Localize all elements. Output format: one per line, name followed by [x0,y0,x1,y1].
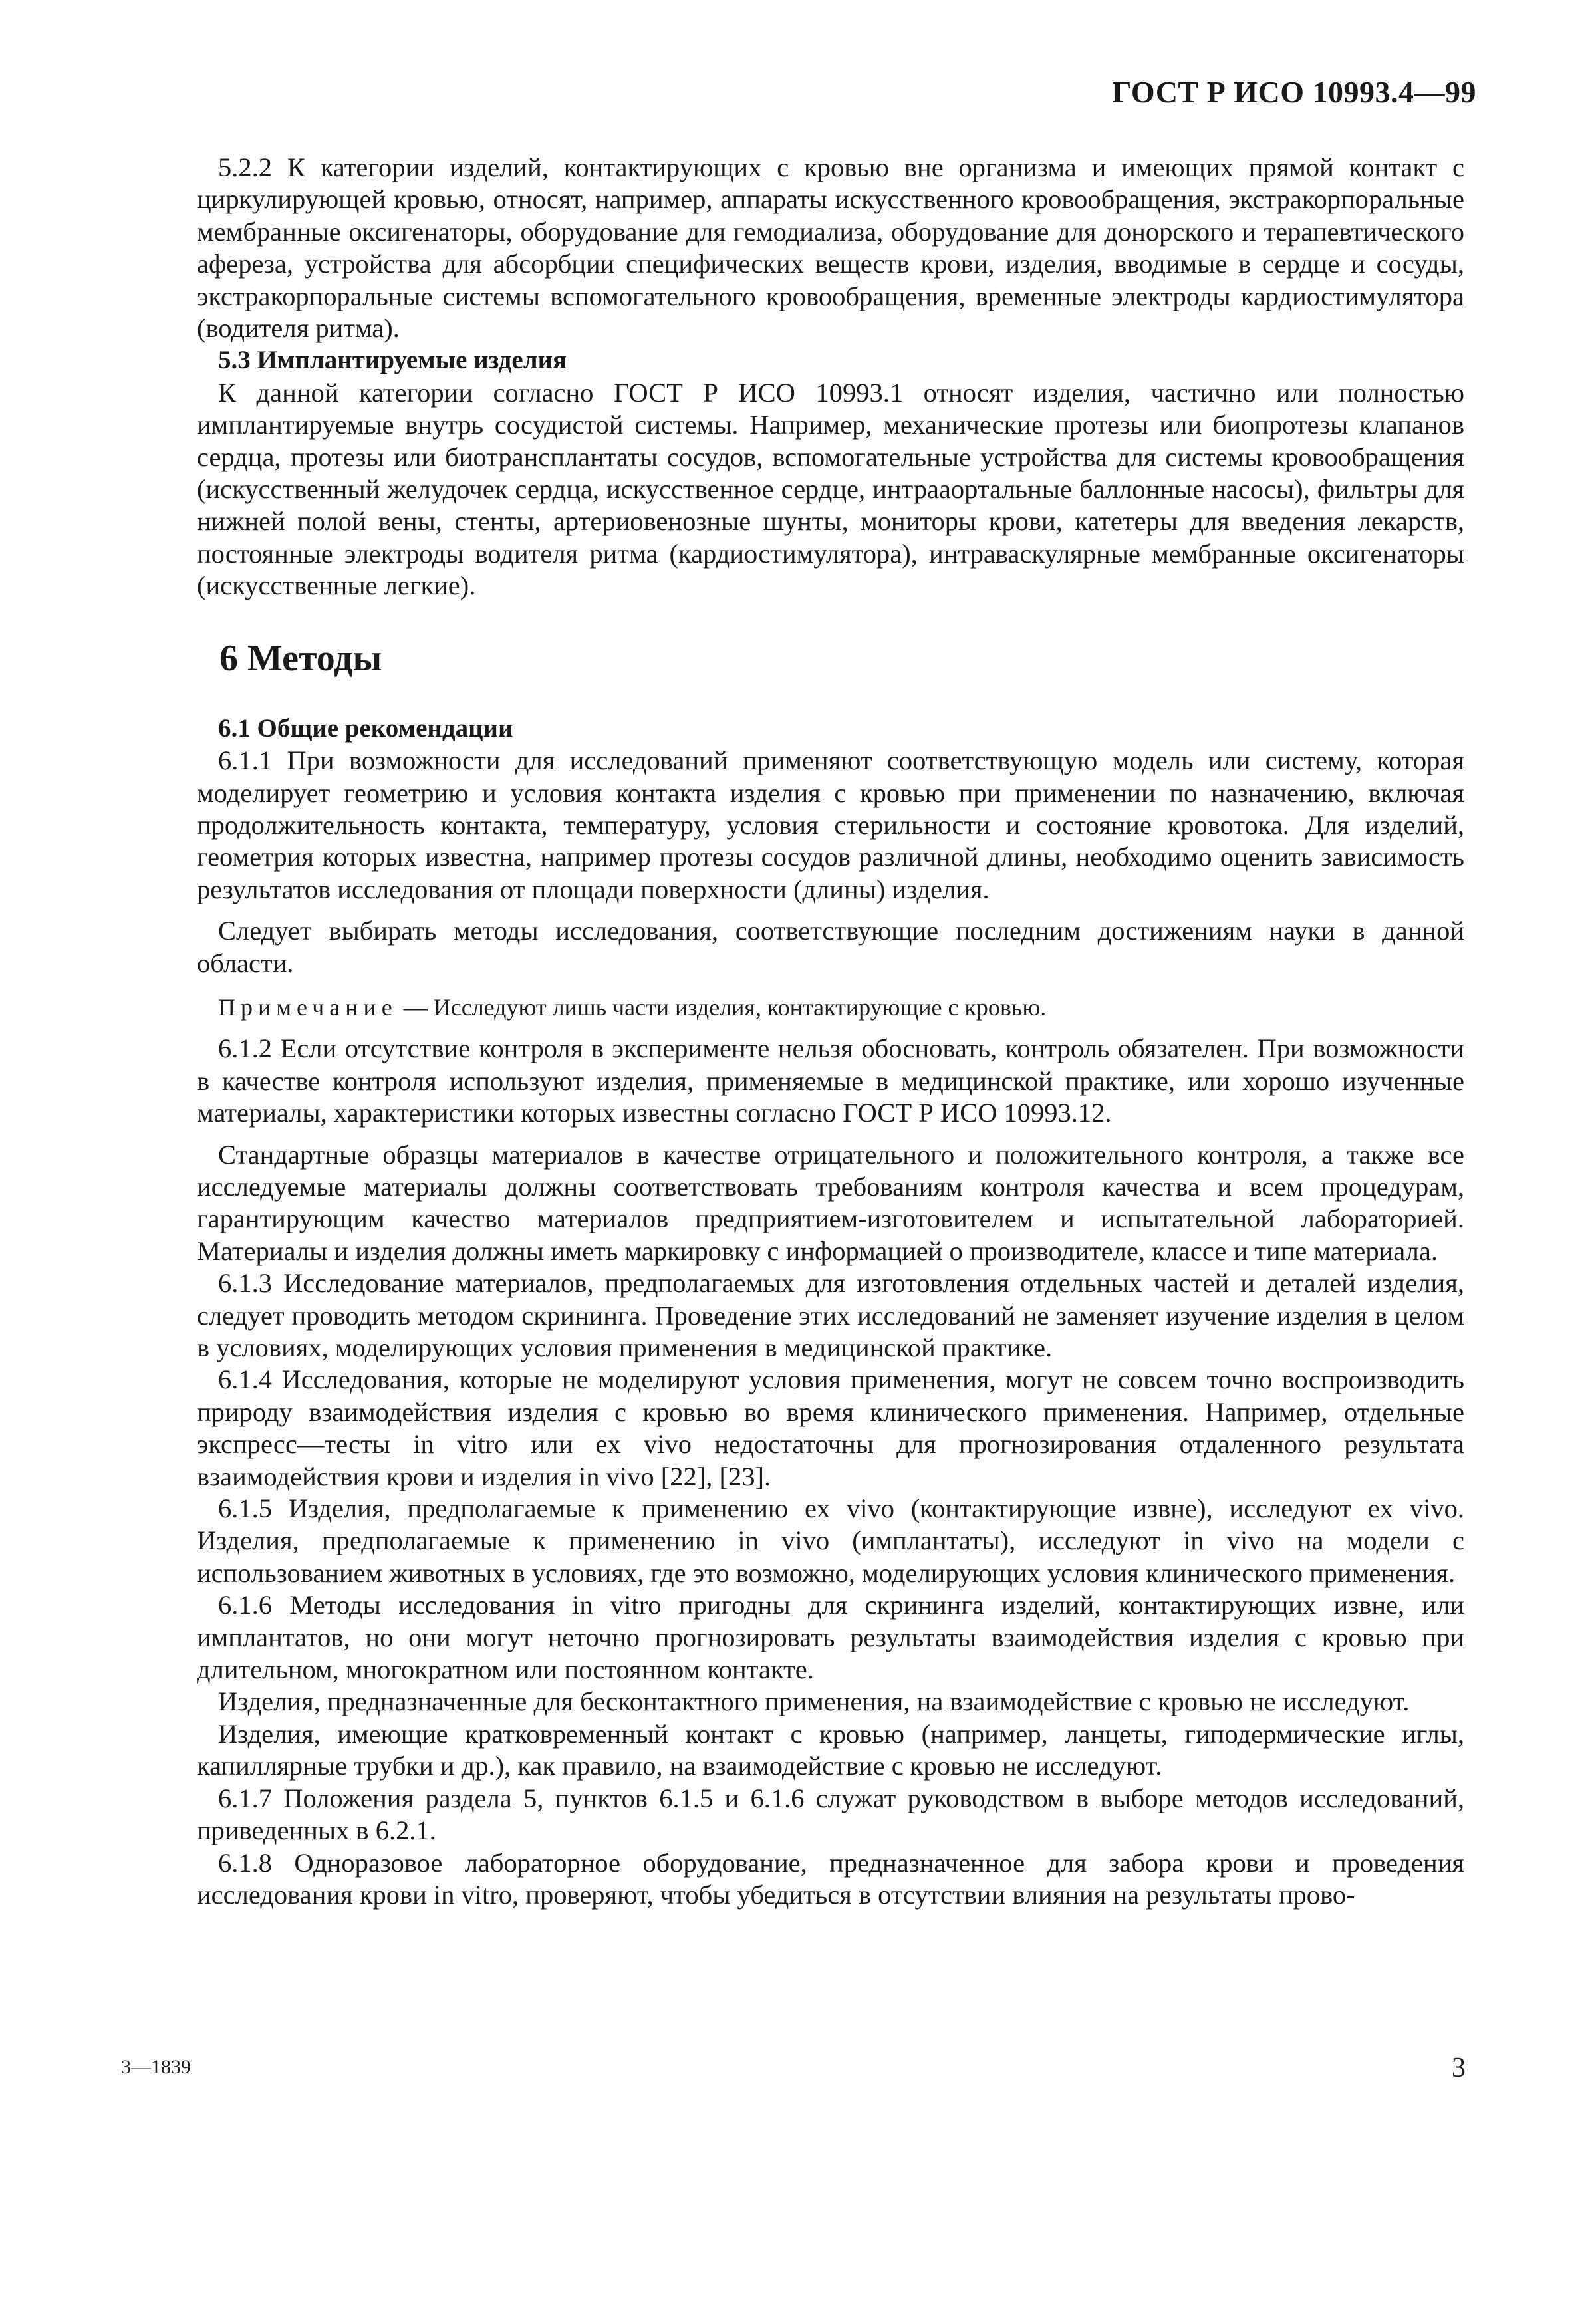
paragraph-6-1-3: 6.1.3 Исследование материалов, предполагаемых для изготовления отдельных частей и деталей изделия, следует проводить методом скрининга. Проведение этих исследований не заменяет изучение изделия в целом в условиях, моделирующих условия применения в медицинской практике. [197,1268,1464,1362]
paragraph-6-1-6b: Изделия, предназначенные для бесконтактного применения, на взаимодействие с кровью не исследуют. [218,1686,1410,1717]
page-number: 3 [1452,2053,1466,2083]
heading-6-1: 6.1 Общие рекомендации [218,713,513,743]
paragraph-6-1-7: 6.1.7 Положения раздела 5, пунктов 6.1.5 и 6.1.6 служат руководством в выборе методов исследований, приведенных в 6.2.1. [197,1783,1464,1846]
print-code: 3—1839 [121,2056,191,2078]
paragraph-6-1-8: 6.1.8 Одноразовое лабораторное оборудование, предназначенное для забора крови и проведения исследования крови in vitro, проверяют, чтобы убедиться в отсутствии влияния на результаты прово- [197,1847,1464,1910]
paragraph-6-1-5: 6.1.5 Изделия, предполагаемые к применению ex vivo (контактирующие извне), исследуют ex vivo. Изделия, предполагаемые к применению in vivo (имплантаты), исследуют in vivo на модели с использованием животных в условиях, где это возможно, моделирующих условия клинического применения. [197,1493,1464,1588]
heading-5-3: 5.3 Имплантируемые изделия [218,346,567,375]
paragraph-6-1-1: 6.1.1 При возможности для исследований применяют соответствующую модель или систему, которая моделирует геометрию и условия контакта изделия с кровью при применении по назначению, включая продолжительность контакта, температуру, условия стерильности и состояние кровотока. Для изделий, геометрия которых известна, например протезы сосудов различной длины, необходимо оценить зависимость результатов исследования от площади поверхности (длины) изделия. [197,745,1464,904]
note-label: Примечание [218,993,398,1021]
paragraph-6-1-2b: Стандартные образцы материалов в качестве отрицательного и положительного контроля, а также все исследуемые материалы должны соответствовать требованиям контроля качества и всем процедурам, гарантирующим качество материалов предприятием-изготовителем и испытательной лабораторией. Материалы и изделия должны иметь маркировку с информацией о производителе, классе и типе материала. [197,1139,1464,1266]
note [197,991,1464,1023]
paragraph-6-1-6: 6.1.6 Методы исследования in vitro пригодны для скрининга изделий, контактирующих извне, или имплантатов, но они могут неточно прогнозировать результаты взаимодействия изделия с кровью при длительном, многократном или постоянном контакте. [197,1590,1464,1685]
document-header: ГОСТ Р ИСО 10993.4—99 [1112,75,1476,109]
section-heading-6: 6 Методы [219,637,382,679]
paragraph-5-2-2: 5.2.2 К категории изделий, контактирующих с кровью вне организма и имеющих прямой контакт с циркулирующей кровью, относят, например, аппараты искусственного кровообращения, экстракорпоральные мембранные оксигенаторы, оборудование для гемодиализа, оборудование для донорского и терапевтического афереза, устройства для абсорбции специфических веществ крови, изделия, вводимые в сердце и сосуды, экстракорпоральные системы вспомогательного кровообращения, временные электроды кардиостимулятора (водителя ритма). [197,152,1464,344]
paragraph-5-3: К данной категории согласно ГОСТ Р ИСО 10993.1 относят изделия, частично или полностью имплантируемые внутрь сосудистой системы. Например, механические протезы или биопротезы клапанов сердца, протезы или биотрансплантаты сосудов, вспомогательные устройства для системы кровообращения (искусственный желудочек сердца, искусственное сердце, интрааортальные баллонные насосы), фильтры для нижней полой вены, стенты, артериовенозные шунты, мониторы крови, катетеры для введения лекарств, постоянные электроды водителя ритма (кардиостимулятора), интраваскулярные мембранные оксигенаторы (искусственные легкие). [197,377,1464,601]
document-body [197,152,1464,1911]
paragraph-6-1-2: 6.1.2 Если отсутствие контроля в эксперименте нельзя обосновать, контроль обязателен. При возможности в качестве контроля используют изделия, применяемые в медицинской практике, или хорошо изученные материалы, характеристики которых известны согласно ГОСТ Р ИСО 10993.12. [197,1033,1464,1128]
paragraph-6-1-1b: Следует выбирать методы исследования, соответствующие последним достижениям науки в данной области. [197,916,1464,978]
note-text: — Исследуют лишь части изделия, контактирующие с кровью. [397,993,1047,1021]
paragraph-6-1-4: 6.1.4 Исследования, которые не моделируют условия применения, могут не совсем точно воспроизводить природу взаимодействия изделия с кровью во время клинического применения. Например, отдельные экспресс—тесты in vitro или ex vivo недостаточны для прогнозирования отдаленного результата взаимодействия крови и изделия in vivo [22], [23]. [197,1364,1464,1491]
paragraph-6-1-6c: Изделия, имеющие кратковременный контакт с кровью (например, ланцеты, гиподермические иглы, капиллярные трубки и др.), как правило, на взаимодействие с кровью не исследуют. [197,1718,1464,1781]
